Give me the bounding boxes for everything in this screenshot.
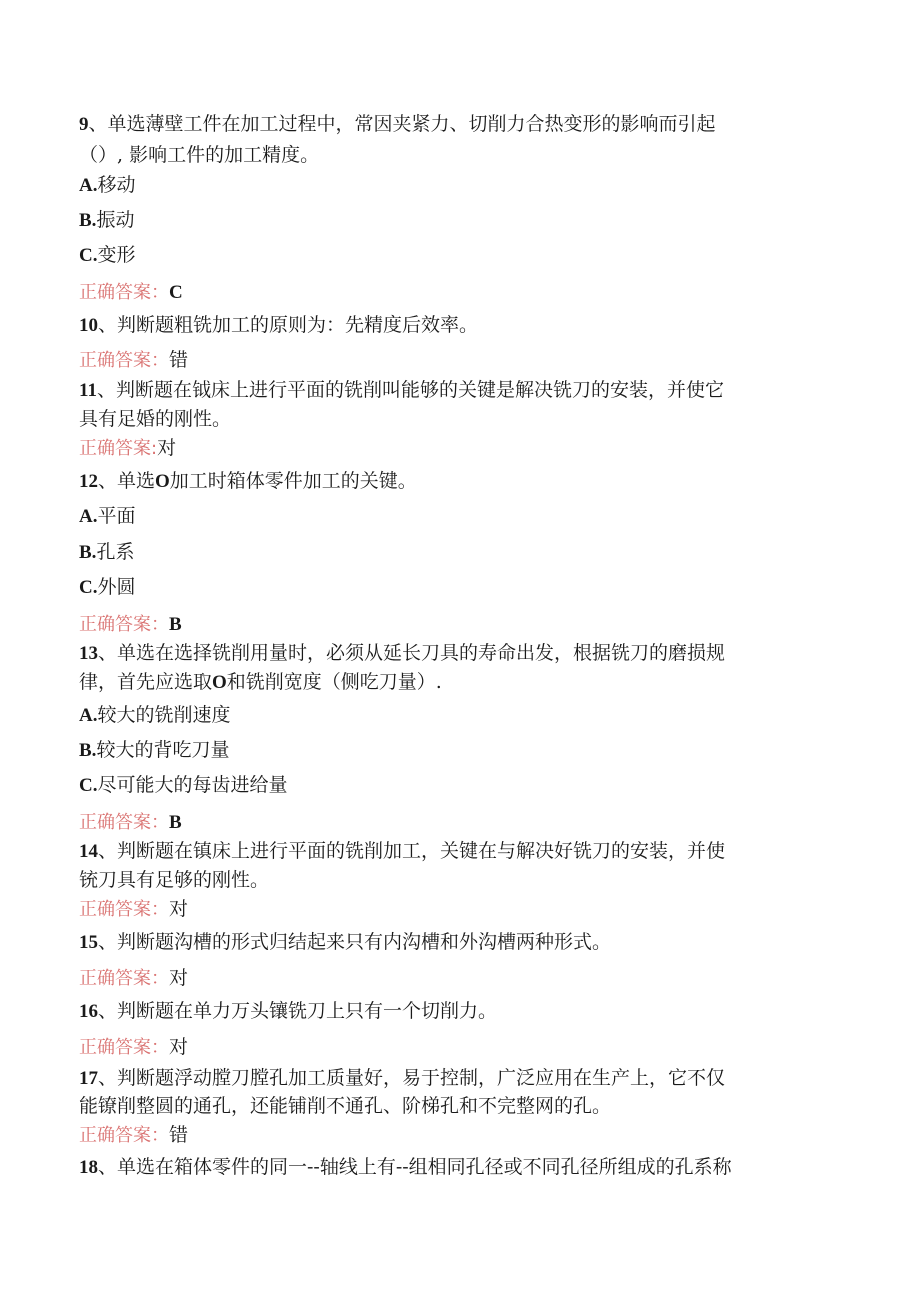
question-number: 12 (79, 471, 98, 492)
question-number: 14 (79, 841, 98, 862)
option-b: B.孔系 (79, 541, 135, 563)
question-10-line-1 (79, 313, 478, 338)
question-text: 、单选薄壁工件在加工过程中，常因夹紧力、切削力合热变形的影响而引起 (88, 113, 716, 135)
question-text: 能镣削整圆的通孔，还能铺削不通孔、阶梯孔和不完整网的孔。 (79, 1095, 612, 1117)
answer-value: C (169, 282, 183, 303)
question-text: 、判断题在钺床上进行平面的铣削叫能够的关键是解决铣刀的安装，并使它 (96, 379, 724, 401)
question-text: 、判断题粗铣加工的原则为：先精度后效率。 (98, 314, 479, 336)
question-text: 、判断题在单力万头镶铣刀上只有一个切削力。 (98, 1000, 498, 1022)
answer-13 (79, 810, 182, 835)
question-text: 、判断题沟槽的形式归结起来只有内沟槽和外沟槽两种形式。 (98, 931, 612, 953)
question-number: 13 (79, 643, 98, 664)
option-a: A.较大的铣削速度 (79, 704, 231, 726)
question-15-line-1 (79, 930, 611, 955)
answer-value: B (169, 614, 182, 635)
option-b: B.较大的背吃刀量 (79, 739, 230, 761)
question-17-line-1 (79, 1066, 725, 1091)
answer-value: B (169, 812, 182, 833)
option-b: B.振动 (79, 209, 135, 231)
question-text: 、判断题在镇床上进行平面的铣削加工，关键在与解决好铣刀的安装，并使 (98, 840, 726, 862)
question-14-line-2 (79, 868, 269, 892)
question-16-line-1 (79, 999, 497, 1024)
answer-value: 对 (169, 1036, 189, 1058)
question-13-line-2: 律，首先应选取O和铣削宽度（侧吃刀量）. (79, 671, 442, 693)
answer-label: 正确答案： (79, 1125, 169, 1146)
answer-label: 正确答案： (79, 812, 169, 833)
question-9-line-1 (79, 112, 716, 137)
question-number: 11 (79, 380, 97, 401)
answer-label: 正确答案： (79, 350, 169, 371)
question-number: 16 (79, 1001, 98, 1022)
answer-label: 正确答案： (79, 282, 169, 303)
option-c: C.尽可能大的每齿进给量 (79, 774, 288, 796)
question-text: （）, 影响工件的加工精度。 (79, 144, 320, 166)
question-9-line-2 (79, 143, 319, 167)
answer-15 (79, 966, 188, 991)
answer-label: 正确答案： (79, 614, 169, 635)
question-18-line-1 (79, 1155, 732, 1180)
answer-16 (79, 1035, 188, 1060)
question-number: 15 (79, 932, 98, 953)
question-number: 10 (79, 315, 98, 336)
option-c: C.变形 (79, 244, 136, 266)
option-a: A.移动 (79, 174, 136, 196)
answer-value: 对 (157, 437, 177, 459)
answer-10 (79, 348, 188, 373)
question-12-line-1: 12、单选O加工时箱体零件加工的关键。 (79, 470, 417, 492)
question-text: 、判断题浮动膛刀膛孔加工质量好，易于控制，广泛应用在生产上，它不仅 (98, 1067, 726, 1089)
answer-11 (79, 436, 176, 461)
answer-value: 对 (169, 898, 189, 920)
question-text: 具有足婚的刚性。 (79, 408, 232, 430)
question-number: 17 (79, 1068, 98, 1089)
answer-17 (79, 1123, 188, 1148)
answer-value: 错 (169, 349, 189, 371)
answer-14 (79, 897, 188, 922)
question-11-line-2 (79, 407, 231, 431)
question-text: 、单选在选择铣削用量时，必须从延长刀具的寿命出发，根据铣刀的磨损规 (98, 642, 726, 664)
option-a: A.平面 (79, 505, 136, 527)
question-13-line-1 (79, 641, 725, 666)
answer-label: 正确答案： (79, 968, 169, 989)
answer-9 (79, 280, 183, 305)
question-text: 、单选在箱体零件的同一--轴线上有--组相同孔径或不同孔径所组成的孔系称 (98, 1156, 732, 1178)
question-text: 铳刀具有足够的刚性。 (79, 869, 270, 891)
answer-value: 错 (169, 1124, 189, 1146)
question-14-line-1 (79, 839, 725, 864)
question-number: 18 (79, 1157, 98, 1178)
question-11-line-1 (79, 378, 724, 403)
option-c: C.外圆 (79, 576, 136, 598)
question-number: 9 (79, 114, 89, 135)
question-17-line-2 (79, 1094, 611, 1118)
answer-label: 正确答案： (79, 899, 169, 920)
answer-label: 正确答案： (79, 1037, 169, 1058)
answer-12 (79, 612, 182, 637)
answer-value: 对 (169, 967, 189, 989)
answer-label: 正确答案: (79, 438, 158, 459)
